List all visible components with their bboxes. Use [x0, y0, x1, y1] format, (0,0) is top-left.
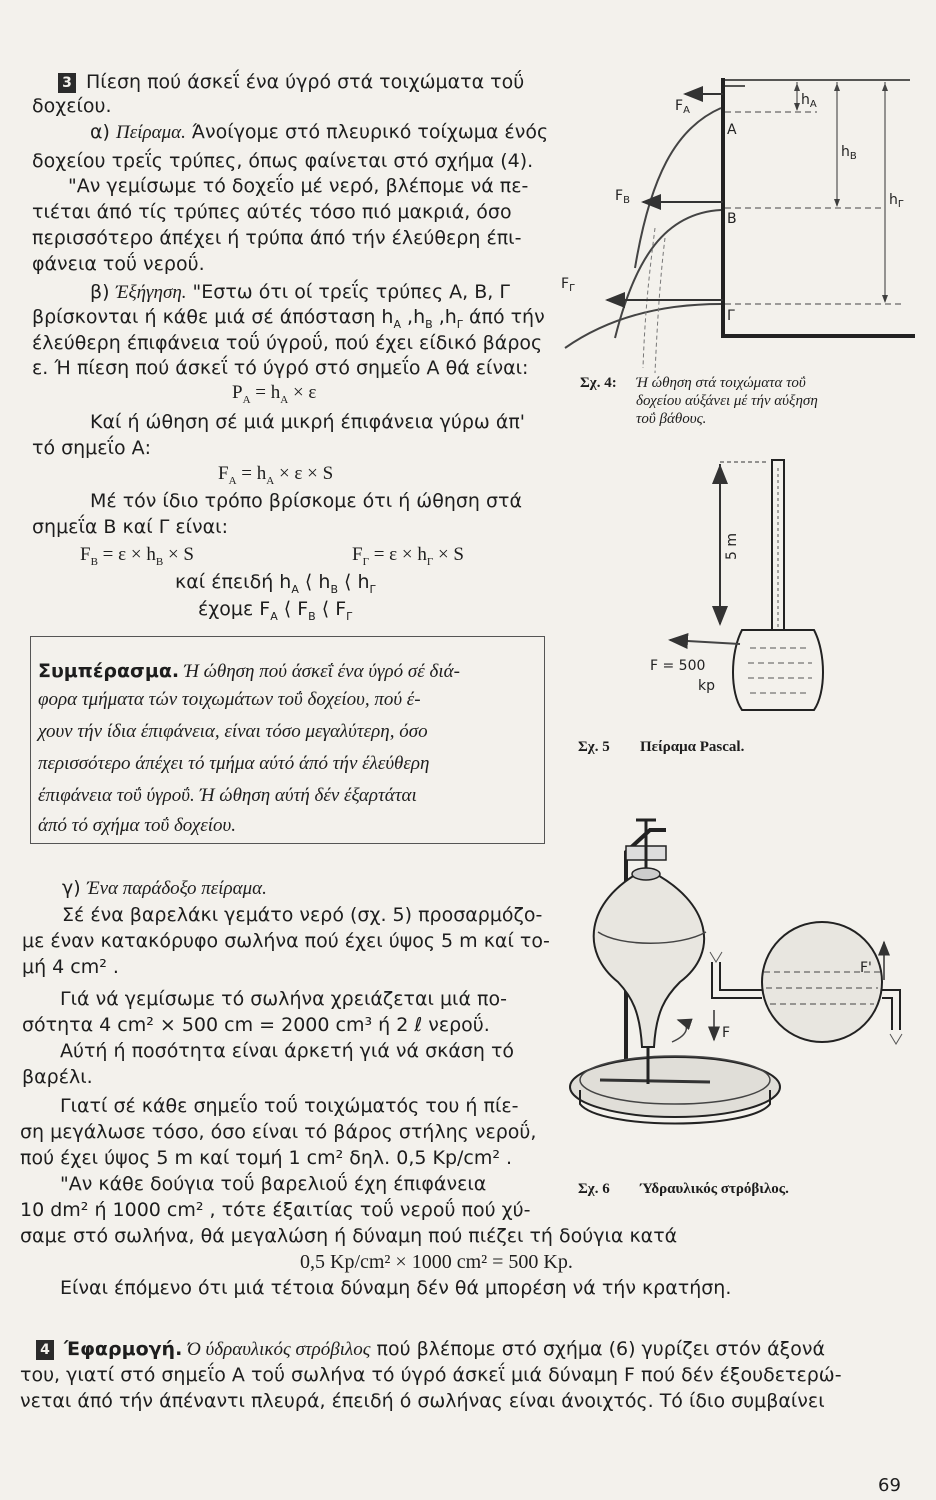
- thrust-line-2: τό σημεΐο Α:: [32, 437, 152, 459]
- para-c-title-line: γ) Ένα παράδοξο πείραμα.: [62, 877, 267, 899]
- force-f-prime-label: F': [860, 960, 872, 976]
- conclusion-line-3: χουν τήν ίδια έπιφάνεια, είναι τόσο μεγαλύτερη, όσο: [38, 721, 428, 742]
- para-b-line-2: βρίσκονται ή κάθε μιά σέ άπόσταση $h_A$ $,h_B$ $,h_\Gamma$ άπό τήν: [32, 306, 545, 331]
- container-wall: [723, 78, 915, 336]
- para-c-line-5: σότητα 4 cm² × 500 cm = 2000 cm³ ή 2 ℓ νεροΰ.: [22, 1014, 490, 1036]
- turbine-vessel: [594, 872, 704, 1047]
- para-c-line-4: Γιά νά γεμίσωμε τό σωλήνα χρειάζεται μιά πο-: [60, 988, 507, 1010]
- fig4-caption-line-3: τοΰ βάθους.: [636, 411, 707, 427]
- jet-b: [615, 210, 721, 338]
- figure-5: [640, 448, 860, 718]
- since-line: καί έπειδή $h_A$ ⟨ $h_B$ ⟨ $h_\Gamma$: [175, 571, 376, 596]
- para-b-title: Έξήγηση.: [115, 282, 187, 303]
- para-a-line-6: φάνεια τοΰ νεροΰ.: [32, 253, 205, 275]
- figure-4: [555, 68, 915, 378]
- para-a-line-3: "Αν γεμίσωμε τό δοχεΐο μέ νερό, βλέπομε νά πε-: [68, 175, 529, 197]
- para-c-line-6: Αύτή ή ποσότητα είναι άρκετή γιά νά σκάση τό: [60, 1040, 515, 1062]
- page-number: 69: [878, 1475, 901, 1496]
- section-4-line-3: νεται άπό τήν άπέναντι πλευρά, έπειδή ό σωλήνας είναι άνοιχτός. Τό ίδιο συμβαίνει: [20, 1390, 825, 1412]
- para-a-line-1: α) Πείραμα. Άνοίγομε στό πλευρικό τοίχωμα ένός: [90, 121, 549, 143]
- para-c-line-11: "Αν κάθε δούγια τοΰ βαρελιοΰ έχη έπιφάνεια: [60, 1173, 487, 1195]
- para-c-line-2: με έναν κατακόρυφο σωλήνα πού έχει ύψος 5 m καί το-: [22, 930, 550, 952]
- conclusion-line-5: έπιφάνεια τοΰ ύγροΰ. Ή ώθηση αύτή δέν έξαρτάται: [38, 785, 417, 806]
- pascal-tube: [772, 460, 784, 630]
- para-b-line-3: έλεύθερη έπιφάνεια τοΰ ύγροΰ, πού έχει είδικό βάρος: [32, 332, 543, 354]
- label-hb: $h_B$: [841, 144, 857, 162]
- fig4-caption-line-1: Ή ώθηση στά τοιχώματα τοΰ: [636, 375, 806, 391]
- formula-fb: $F_B = \varepsilon \times h_B \times S$: [80, 544, 194, 568]
- conclusion-line-1: Συμπέρασμα. Ή ώθηση πού άσκεΐ ένα ύγρό σέ διά-: [38, 660, 460, 682]
- conclusion-line-2: φορα τμήματα τών τοιχωμάτων τοΰ δοχείου, πού έ-: [38, 689, 421, 710]
- have-line: έχομε $F_A$ ⟨ $F_B$ ⟨ $F_\Gamma$: [198, 598, 353, 623]
- para-c-line-7: βαρέλι.: [22, 1066, 93, 1088]
- turbine-dish: [570, 1057, 780, 1117]
- label-fg: $F_\Gamma$: [561, 276, 575, 294]
- section-number-3: 3: [58, 73, 76, 93]
- hydraulic-turbine-term: ύδραυλικός στρόβιλος: [205, 1339, 371, 1360]
- para-c-line-1: Σέ ένα βαρελάκι γεμάτο νερό (σχ. 5) προσαρμόζο-: [62, 904, 543, 926]
- para-c-title: Ένα παράδοξο πείραμα.: [86, 878, 267, 899]
- thrust-line-1: Καί ή ώθηση σέ μιά μικρή έπιφάνεια γύρω άπ': [90, 411, 526, 433]
- fig6-caption-text: Ύδραυλικός στρόβιλος.: [640, 1181, 789, 1197]
- section-3-heading-cont: δοχείου.: [32, 95, 112, 117]
- force-unit-label: kp: [698, 678, 715, 694]
- figure-6: [560, 812, 920, 1172]
- conclusion-line-4: περισσότερο άπέχει τό τμήμα αύτό άπό τήν έλεύθερη: [38, 753, 430, 774]
- label-a: A: [727, 122, 737, 138]
- label-hg: $h_\Gamma$: [889, 192, 904, 210]
- para-a-line-5: περισσότερο άπέχει ή τρύπα άπό τήν έλεύθερη έπι-: [32, 227, 522, 249]
- label-ha: $h_A$: [801, 92, 817, 110]
- para-b-line-4: ε. Ή πίεση πού άσκεΐ τό ύγρό στό σημεΐο Α θά είναι:: [32, 357, 529, 379]
- formula-fa: $F_A = h_A \times \varepsilon \times S$: [218, 463, 334, 487]
- jet-a: [635, 108, 721, 268]
- para-c-line-12: 10 dm² ή 1000 cm² , τότε έξαιτίας τοΰ νεροΰ πού χύ-: [20, 1199, 531, 1221]
- force-arrow: [670, 640, 740, 644]
- fig5-caption-num: Σχ. 5: [578, 739, 610, 755]
- para-c-line-10: πού έχει ύψος 5 m καί τομή 1 cm² δηλ. 0,5 Kp/cm² .: [20, 1147, 513, 1169]
- same-line-2: σημεΐα Β καί Γ είναι:: [32, 516, 228, 538]
- fig6-caption-num: Σχ. 6: [578, 1181, 610, 1197]
- para-c-line-9: ση μεγάλωσε τόσο, όσο είναι τό βάρος στήλης νεροΰ,: [20, 1121, 537, 1143]
- fig4-caption-line-2: δοχείου αύξάνει μέ τήν αύξηση: [636, 393, 818, 409]
- section-4-title: Έφαρμογή.: [64, 1338, 183, 1360]
- para-c-line-13: σαμε στό σωλήνα, θά μεγαλώση ή δύναμη πού πιέζει τή δούγια κατά: [20, 1225, 678, 1247]
- jet-g: [565, 304, 721, 348]
- section-3-heading: 3 Πίεση πού άσκεΐ ένα ύγρό στά τοιχώματα τοΰ: [58, 70, 524, 94]
- para-c-formula: 0,5 Kp/cm² × 1000 cm² = 500 Kp.: [300, 1251, 573, 1273]
- force-f-label: F: [722, 1025, 731, 1041]
- fig4-caption-num: Σχ. 4:: [580, 375, 617, 391]
- para-b-line-1: β) Έξήγηση. "Εστω ότι οί τρεΐς τρύπες Α, Β, Γ: [90, 281, 510, 303]
- para-a-line-4: τιέται άπό τίς τρύπες αύτές τόσο πιό μακριά, όσο: [32, 201, 512, 223]
- section-4-line-1: 4 Έφαρμογή. Ό ύδραυλικός στρόβιλος πού βλέπομε στό σχήμα (6) γυρίζει στόν άξονά: [36, 1337, 825, 1362]
- label-fa: $F_A$: [675, 98, 690, 116]
- conclusion-line-6: άπό τό σχήμα τοΰ δοχείου.: [38, 815, 237, 836]
- para-c-line-15: Είναι έπόμενο ότι μιά τέτοια δύναμη δέν θά μπορέση νά τήν κρατήση.: [60, 1277, 732, 1299]
- label-g: Γ: [727, 308, 735, 324]
- formula-pa: $P_A = h_A \times \varepsilon$: [232, 382, 317, 406]
- force-label: F = 500: [650, 658, 706, 674]
- same-line-1: Μέ τόν ίδιο τρόπο βρίσκομε ότι ή ώθηση στά: [90, 490, 522, 512]
- para-a-line-2: δοχείου τρεΐς τρύπες, όπως φαίνεται στό σχήμα (4).: [32, 150, 534, 172]
- pascal-barrel: [733, 630, 823, 710]
- fig5-caption-text: Πείραμα Pascal.: [640, 739, 745, 755]
- para-a-title: Πείραμα.: [115, 122, 186, 143]
- label-fb: $F_B$: [615, 188, 630, 206]
- formula-fg: $F_\Gamma = \varepsilon \times h_\Gamma \times S$: [352, 544, 465, 568]
- section-4-line-2: του, γιατί στό σημεΐο Α τοΰ σωλήνα τό ύγρό άσκεΐ μιά δύναμη F πού δέν έξουδετερώ-: [20, 1364, 842, 1386]
- conclusion-label: Συμπέρασμα.: [38, 660, 180, 682]
- sphere-vessel: [762, 922, 882, 1042]
- section-number-4: 4: [36, 1340, 54, 1360]
- para-c-line-8: Γιατί σέ κάθε σημεΐο τοΰ τοιχώματός του ή πίε-: [60, 1095, 519, 1117]
- para-c-line-3: μή 4 cm² .: [22, 956, 119, 978]
- height-label: 5 m: [724, 533, 740, 560]
- label-b: B: [727, 211, 737, 227]
